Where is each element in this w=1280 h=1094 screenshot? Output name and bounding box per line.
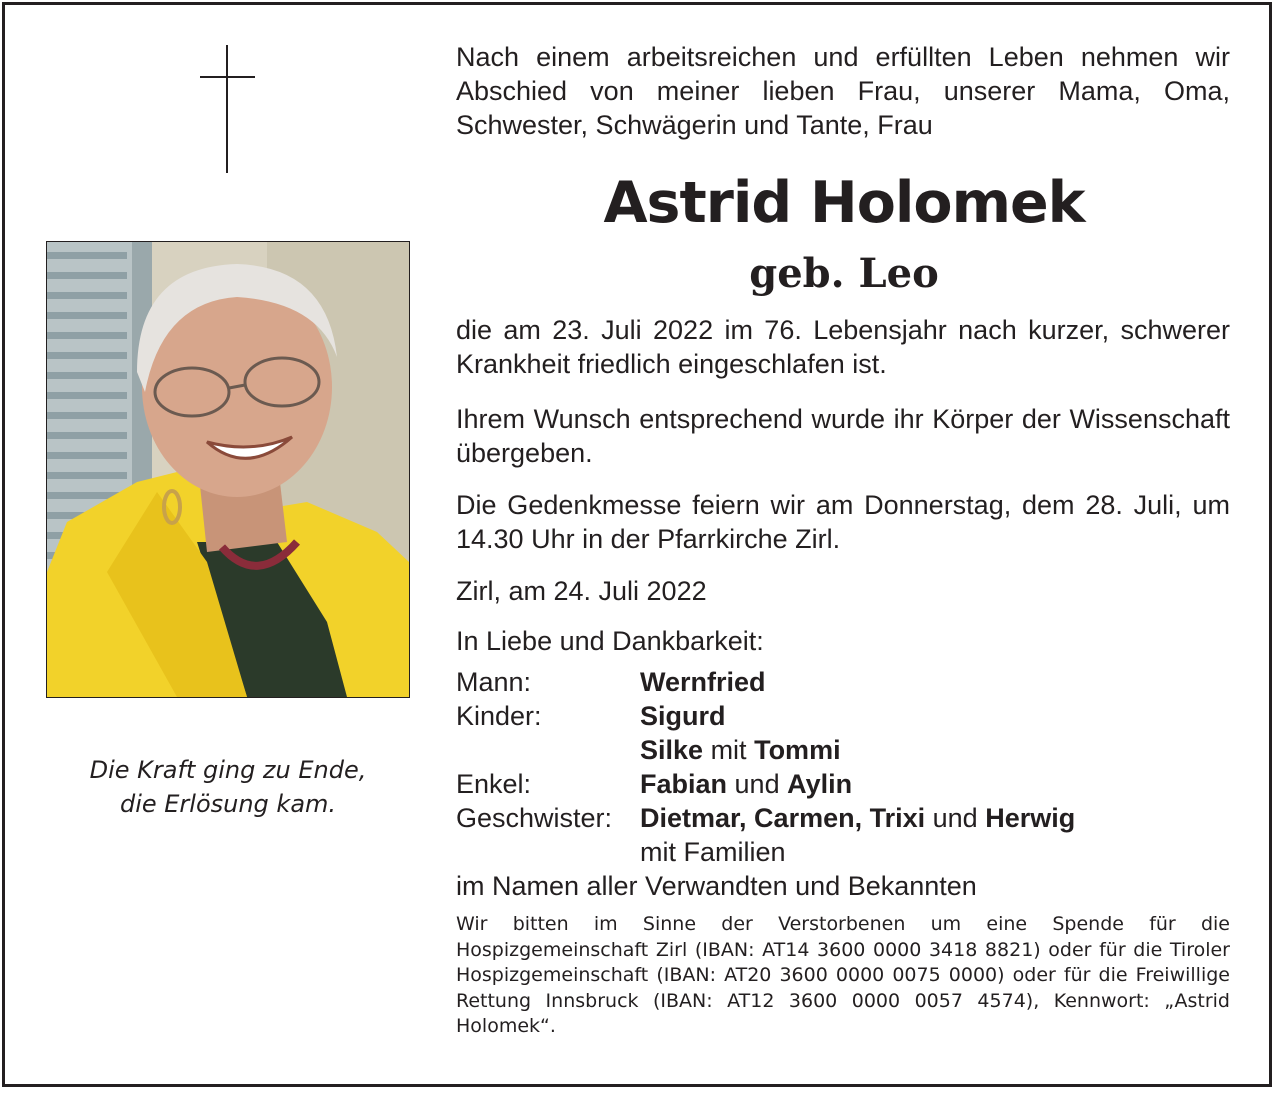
place-date: Zirl, am 24. Juli 2022: [456, 576, 707, 606]
husband-name: Wernfried: [640, 667, 766, 697]
quote: [46, 753, 410, 821]
family-list: [456, 665, 1232, 903]
relatives-line: [456, 869, 1232, 903]
family-row-siblings-families: [456, 835, 1232, 869]
family-row-children: [456, 699, 1232, 733]
grandchild-name: Fabian: [640, 769, 728, 799]
quote-line-1: Die Kraft ging zu Ende,: [89, 756, 367, 784]
role-label: Mann:: [456, 667, 532, 697]
child-name: Silke: [640, 735, 704, 765]
connector-text: und: [932, 803, 978, 833]
death-paragraph: die am 23. Juli 2022 im 76. Lebensjahr nach kurzer, schwerer Krankheit friedlich eingeschlafen ist.: [456, 315, 1230, 379]
connector-text: mit: [710, 735, 747, 765]
family-row-children-2: [456, 733, 1232, 767]
wish-paragraph: Ihrem Wunsch entsprechend wurde ihr Körper der Wissenschaft übergeben.: [456, 404, 1230, 468]
connector-text: und: [734, 769, 780, 799]
partner-name: Tommi: [754, 735, 841, 765]
role-label: Geschwister:: [456, 803, 613, 833]
role-label: Kinder:: [456, 701, 542, 731]
role-label: Enkel:: [456, 769, 532, 799]
child-name: Sigurd: [640, 701, 726, 731]
portrait-photo: [46, 241, 410, 698]
sibling-names: Dietmar, Carmen, Trixi: [640, 803, 926, 833]
mass-paragraph: Die Gedenkmesse feiern wir am Donnerstag, dem 28. Juli, um 14.30 Uhr in der Pfarrkirche Zirl.: [456, 490, 1230, 554]
family-row-husband: [456, 665, 1232, 699]
relatives-text: im Namen aller Verwandten und Bekannten: [456, 871, 977, 901]
siblings-families: mit Familien: [640, 837, 786, 867]
sibling-name: Herwig: [985, 803, 1076, 833]
birth-name: geb. Leo: [749, 250, 939, 297]
family-row-grandchildren: [456, 767, 1232, 801]
donation-note: Wir bitten im Sinne der Verstorbenen um eine Spende für die Hospizgemeinschaft Zirl (IBAN: AT14 3600 0000 3418 8821) oder für die Tiroler Hospizgemeinschaft (IBAN: AT20 3600 0000 0075 0000) oder für die Freiwillige Rettung Innsbruck (IBAN: AT12 3600 0000 0057 4574), Kennwort: „Astrid Holomek“.: [456, 913, 1230, 1037]
quote-line-2: die Erlösung kam.: [119, 790, 337, 818]
intro-paragraph: Nach einem arbeitsreichen und erfüllten Leben nehmen wir Abschied von meiner lieben Frau, unserer Mama, Oma, Schwester, Schwägerin und Tante, Frau: [456, 42, 1230, 140]
closing-line: In Liebe und Dankbarkeit:: [456, 626, 764, 656]
deceased-name: Astrid Holomek: [603, 170, 1085, 236]
grandchild-name: Aylin: [787, 769, 853, 799]
family-row-siblings: [456, 801, 1232, 835]
